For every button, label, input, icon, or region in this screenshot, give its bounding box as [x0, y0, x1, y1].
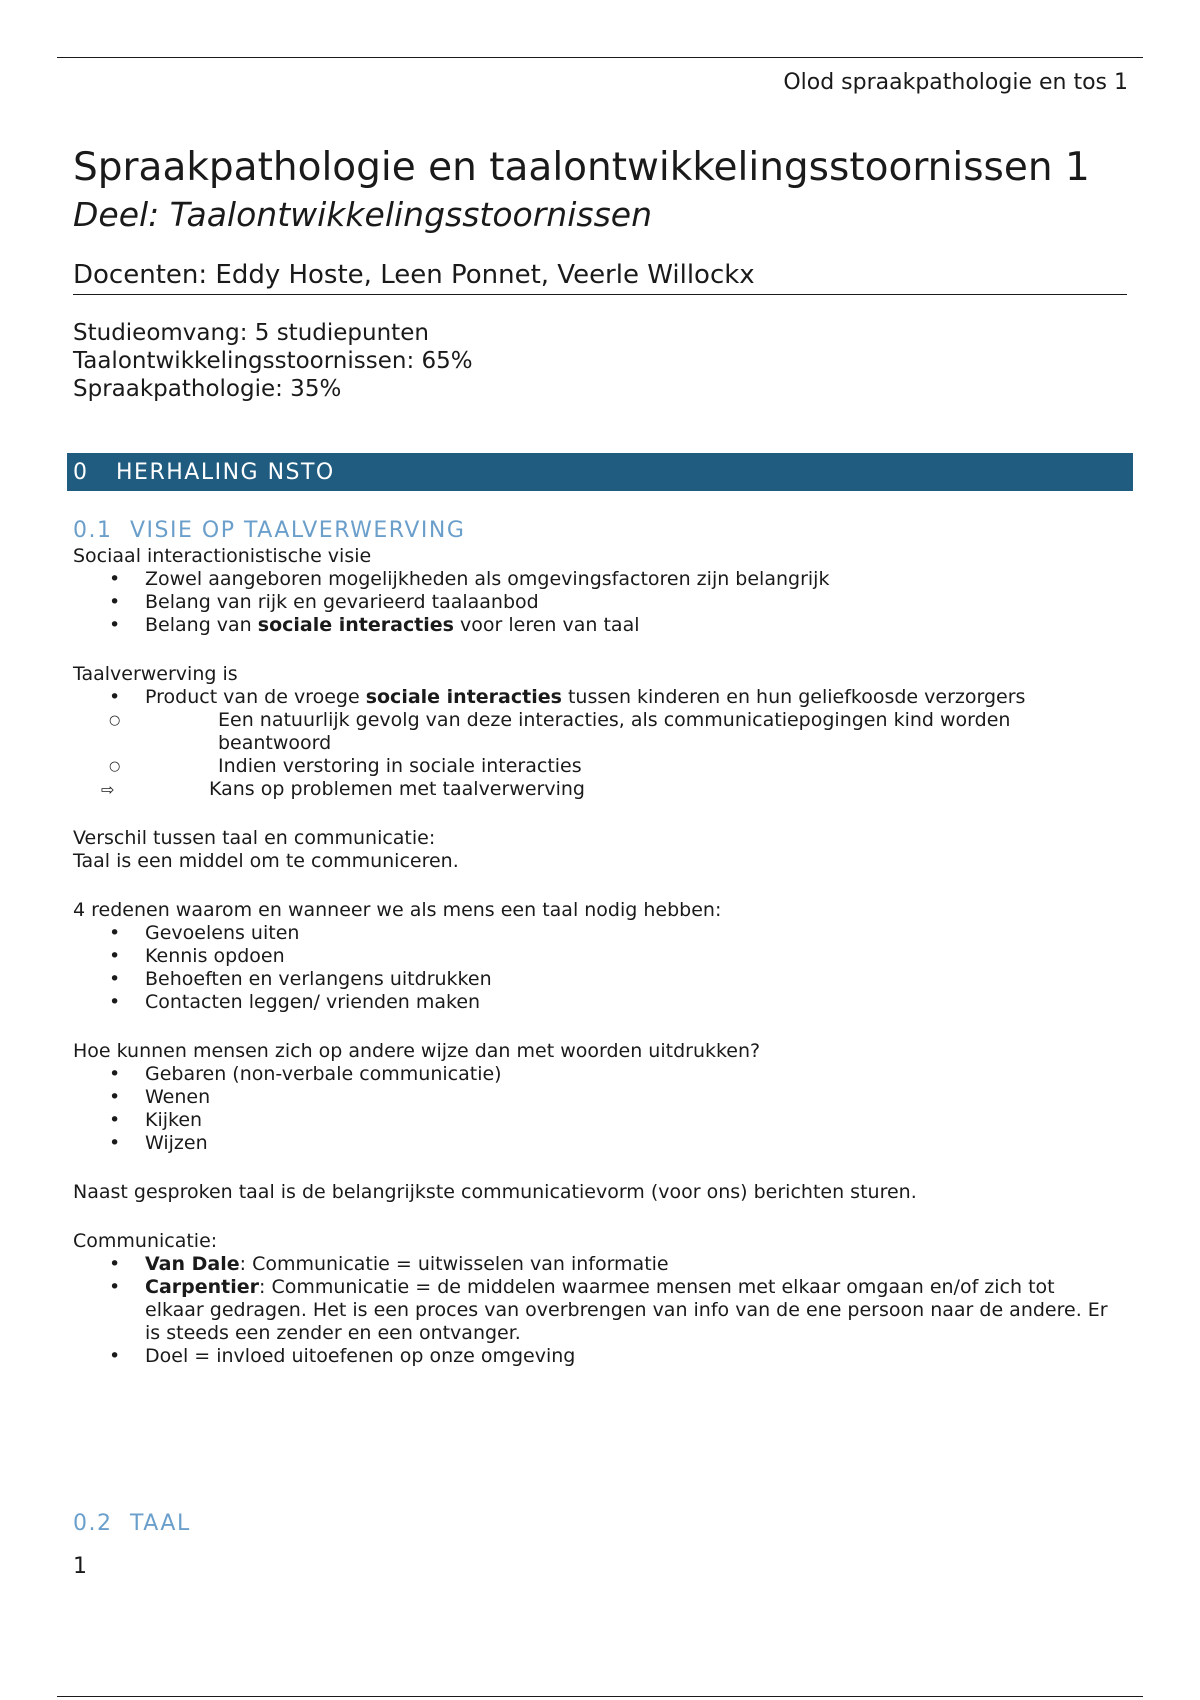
communicatie-list: [73, 1253, 1127, 1368]
subsection-heading-0-2: [73, 1510, 1127, 1538]
bold-text: Van Dale: [145, 1253, 240, 1275]
sub-list-item: ○ Een natuurlijk gevolg van deze interacties, als communicatiepogingen kind worden beantwoord: [73, 709, 1127, 755]
taalverwerving-list: [73, 686, 1127, 709]
subsection-title: VISIE OP TAALVERWERVING: [130, 518, 466, 543]
course-meta: [73, 319, 1127, 403]
header-rule: [57, 57, 1143, 58]
document-subtitle: Deel: Taalontwikkelingsstoornissen: [73, 195, 652, 234]
text-run: Product van de vroege: [145, 686, 366, 708]
running-header: Olod spraakpathologie en tos 1: [783, 70, 1128, 95]
footer-rule: [57, 1696, 1143, 1697]
list-item: [73, 1276, 1127, 1345]
hoe-label: Hoe kunnen mensen zich op andere wijze dan met woorden uitdrukken?: [73, 1040, 761, 1062]
list-item: [73, 1253, 1127, 1276]
bold-text: sociale interacties: [365, 686, 562, 708]
meta-study-points: Studieomvang: 5 studiepunten: [73, 320, 429, 346]
bold-text: sociale interacties: [257, 614, 454, 636]
section-number: 0: [73, 459, 89, 485]
text-run: : Communicatie = uitwisselen van informatie: [239, 1253, 669, 1275]
redenen-list: [73, 922, 1127, 1014]
meta-tos-weight: Taalontwikkelingsstoornissen: 65%: [73, 348, 473, 374]
text-run: tussen kinderen en hun geliefkoosde verzorgers: [561, 686, 1026, 708]
redenen-label: 4 redenen waarom en wanneer we als mens een taal nodig hebben:: [73, 899, 722, 921]
subsection-heading-0-1: [73, 517, 1127, 545]
verschil-line-2: Taal is een middel om te communiceren.: [73, 850, 459, 872]
list-item: • Zowel aangeboren mogelijkheden als omgevingsfactoren zijn belangrijk: [73, 568, 1127, 591]
list-item: • Kijken: [73, 1109, 1127, 1132]
section-heading-0: [67, 453, 1133, 491]
subsection-title: TAAL: [130, 1511, 191, 1536]
list-item: • Doel = invloed uitoefenen op onze omgeving: [73, 1345, 1127, 1368]
text-run: : Communicatie = de middelen waarmee mensen met elkaar omgaan en/of zich tot elkaar gedragen. Het is een proces van overbrengen van info van de ene persoon naar de andere. Er is steeds een zender en een ontvanger.: [145, 1276, 1108, 1344]
sub-list-item: ○ Indien verstoring in sociale interacties: [73, 755, 1127, 778]
visie-list: [73, 568, 1127, 637]
document-title: Spraakpathologie en taalontwikkelingsstoornissen 1: [73, 145, 1090, 190]
communicatie-label: Communicatie:: [73, 1230, 218, 1252]
arrow-item: ⇨ Kans op problemen met taalverwerving: [73, 778, 1127, 801]
list-item: • Kennis opdoen: [73, 945, 1127, 968]
text-run: voor leren van taal: [454, 614, 640, 636]
page-content: [73, 142, 1127, 1579]
bold-text: Carpentier: [145, 1276, 259, 1298]
naast-paragraph: Naast gesproken taal is de belangrijkste communicatievorm (voor ons) berichten sturen.: [73, 1181, 917, 1203]
list-item: • Belang van rijk en gevarieerd taalaanbod: [73, 591, 1127, 614]
list-item: [73, 614, 1127, 637]
verschil-line-1: Verschil tussen taal en communicatie:: [73, 827, 436, 849]
visie-label: Sociaal interactionistische visie: [73, 545, 372, 567]
section-title: HERHALING NSTO: [116, 459, 335, 485]
list-item: • Wenen: [73, 1086, 1127, 1109]
taalverwerving-sublist: [73, 709, 1127, 801]
subsection-number: 0.2: [73, 1511, 113, 1536]
hoe-list: [73, 1063, 1127, 1155]
list-item: • Gevoelens uiten: [73, 922, 1127, 945]
subsection-number: 0.1: [73, 518, 113, 543]
list-item: • Contacten leggen/ vrienden maken: [73, 991, 1127, 1014]
list-item: [73, 686, 1127, 709]
text-run: Belang van: [145, 614, 258, 636]
list-item: • Behoeften en verlangens uitdrukken: [73, 968, 1127, 991]
teachers-line: Docenten: Eddy Hoste, Leen Ponnet, Veerle Willockx: [73, 258, 1127, 295]
meta-spraak-weight: Spraakpathologie: 35%: [73, 376, 342, 402]
list-item: • Gebaren (non-verbale communicatie): [73, 1063, 1127, 1086]
list-item: • Wijzen: [73, 1132, 1127, 1155]
page-number: 1: [73, 1554, 87, 1579]
taalverwerving-label: Taalverwerving is: [73, 663, 238, 685]
